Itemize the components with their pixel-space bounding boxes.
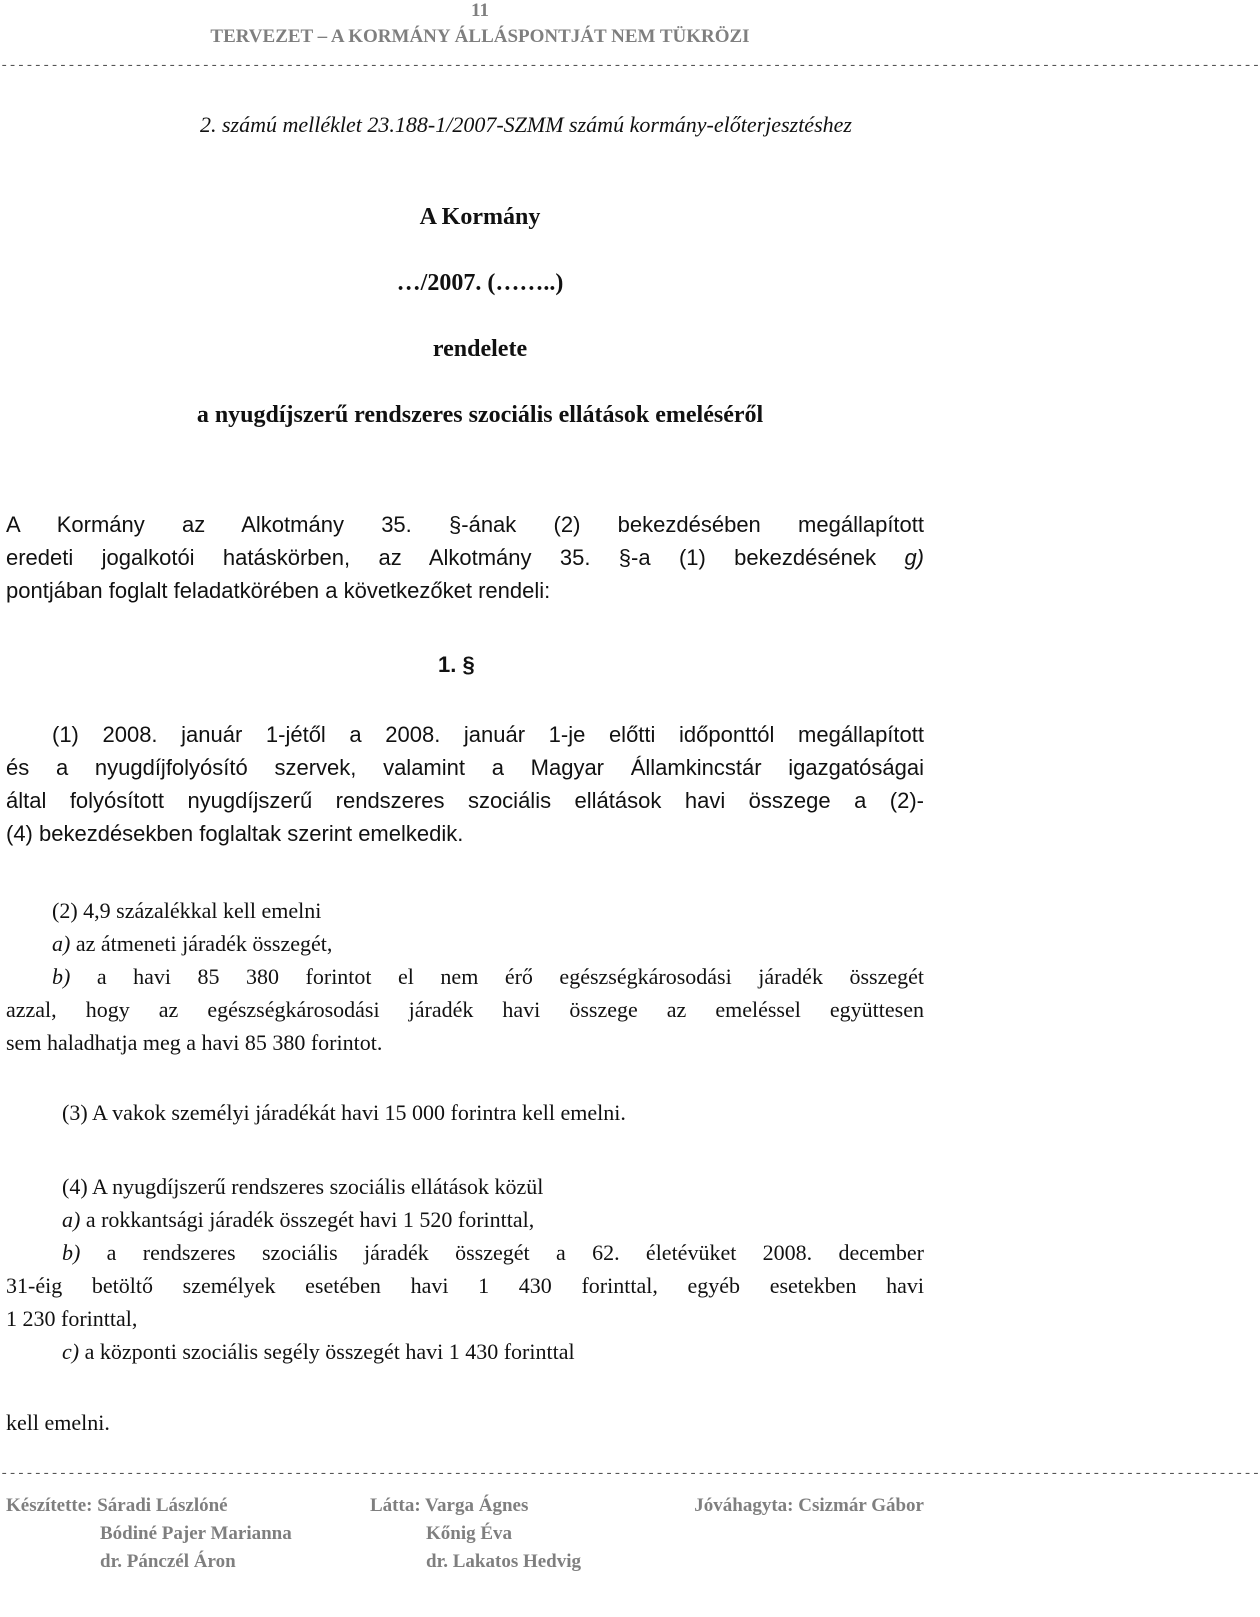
title-number: …/2007. (……..) — [396, 270, 564, 296]
para4-point-b-line-3: 1 230 forinttal, — [6, 1306, 138, 1331]
footer-approved-by: Jóváhagyta: Csizmár Gábor — [694, 1495, 924, 1516]
footer-prepared-3: dr. Pánczél Áron — [100, 1551, 236, 1572]
para1-line-2: és a nyugdíjfolyósító szervek, valamint a Magyar Államkincstár igazgatóságai — [6, 755, 924, 780]
para2-point-a — [52, 927, 332, 960]
para4-point-b-line-2: 31-éig betöltő személyek esetében havi 1 430 forinttal, egyéb esetekben havi — [6, 1273, 924, 1298]
footer-separator: ------------------------------------------------------------------------------------------------------------------------------------------------------ — [0, 1466, 1260, 1482]
para4-b-mark: b) — [62, 1240, 81, 1265]
para4-c-mark: c) — [62, 1339, 80, 1364]
para4-b-text: a rendszeres szociális járadék összegét a 62. életévüket 2008. december — [106, 1240, 924, 1265]
section-heading: 1. § — [438, 652, 475, 677]
para2-line-1: (2) 4,9 százalékkal kell emelni — [52, 898, 322, 923]
footer-seen-2: Kőnig Éva — [426, 1523, 513, 1544]
preamble-line-2-text: eredeti jogalkotói hatáskörben, az Alkotmány 35. §-a (1) bekezdésének — [6, 545, 877, 570]
closing-text: kell emelni. — [6, 1410, 110, 1435]
title-subject: a nyugdíjszerű rendszeres szociális ellátások emeléséről — [196, 402, 764, 428]
title-issuer: A Kormány — [419, 204, 541, 230]
preamble-line-1: A Kormány az Alkotmány 35. §-ának (2) bekezdésében megállapított — [6, 512, 924, 537]
para4-a-text: a rokkantsági járadék összegét havi 1 520 forinttal, — [85, 1207, 535, 1232]
preamble-line-3: pontjában foglalt feladatkörében a következőket rendeli: — [6, 578, 551, 603]
preamble-line-2 — [6, 541, 924, 574]
para4-line-1: (4) A nyugdíjszerű rendszeres szociális ellátások közül — [62, 1174, 544, 1199]
para3: (3) A vakok személyi járadékát havi 15 000 forintra kell emelni. — [62, 1100, 626, 1125]
para1-line-1: (1) 2008. január 1-jétől a 2008. január 1-je előtti időponttól megállapított — [52, 722, 924, 747]
para2-a-text: az átmeneti járadék összegét, — [75, 931, 333, 956]
draft-notice: TERVEZET – A KORMÁNY ÁLLÁSPONTJÁT NEM TÜKRÖZI — [210, 26, 750, 47]
para4-c-text: a központi szociális segély összegét havi 1 430 forinttal — [84, 1339, 575, 1364]
para4-a-mark: a) — [62, 1207, 81, 1232]
para2-line-4: azzal, hogy az egészségkárosodási járadék havi összege az emeléssel együttesen — [6, 997, 924, 1022]
preamble-point-mark: g) — [904, 545, 924, 570]
footer-prepared-2: Bódiné Pajer Marianna — [100, 1523, 292, 1544]
title-type: rendelete — [432, 336, 528, 362]
footer-prepared-by: Készítette: Sáradi Lászlóné — [6, 1495, 228, 1516]
annex-reference: 2. számú melléklet 23.188-1/2007-SZMM számú kormány-előterjesztéshez — [200, 112, 852, 137]
para1-line-3: által folyósított nyugdíjszerű rendszeres szociális ellátások havi összege a (2)- — [6, 788, 924, 813]
para4-point-c — [62, 1335, 575, 1368]
footer-seen-3: dr. Lakatos Hedvig — [426, 1551, 582, 1572]
para2-b-text: a havi 85 380 forintot el nem érő egészségkárosodási járadék összegét — [96, 964, 924, 989]
para2-a-mark: a) — [52, 931, 71, 956]
para1-line-4: (4) bekezdésekben foglaltak szerint emelkedik. — [6, 821, 464, 846]
footer-seen-by: Látta: Varga Ágnes — [370, 1495, 529, 1516]
para2-line-5: sem haladhatja meg a havi 85 380 forintot. — [6, 1030, 383, 1055]
para4-point-b — [62, 1236, 924, 1269]
page-number: 11 — [471, 0, 489, 21]
para2-point-b — [52, 960, 924, 993]
para4-point-a — [62, 1203, 534, 1236]
para2-b-mark: b) — [52, 964, 71, 989]
header-separator: ------------------------------------------------------------------------------------------------------------------------------------------------------ — [0, 58, 1260, 74]
